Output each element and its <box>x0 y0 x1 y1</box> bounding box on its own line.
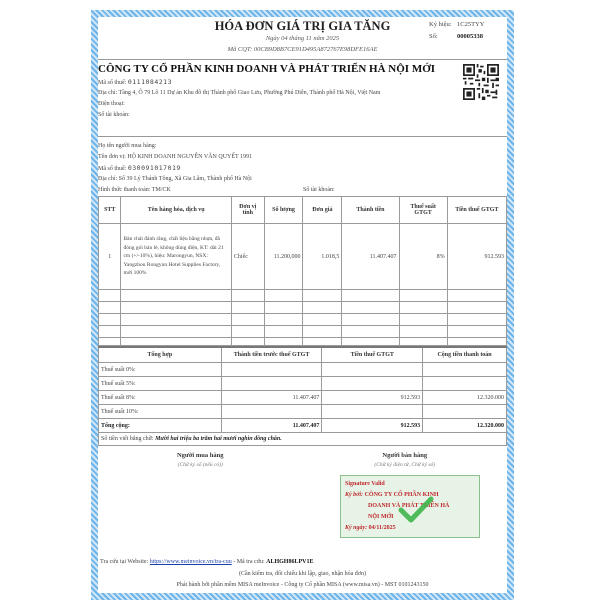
buyer-tax-value: 030091017019 <box>127 164 181 172</box>
item-price: 1.018,5 <box>303 224 342 290</box>
empty-row <box>99 314 507 326</box>
buyer-tax-label: Mã số thuế: <box>98 166 127 172</box>
buyer-signature-note: (Chữ ký số (nếu có)) <box>177 462 223 468</box>
invoice-title: HÓA ĐƠN GIÁ TRỊ GIA TĂNG <box>214 19 391 33</box>
col-unit: Đơn vị tính <box>231 197 264 224</box>
sign-date <box>345 523 475 534</box>
col-price: Đơn giá <box>303 197 342 224</box>
summary-before <box>221 363 322 377</box>
digital-signature-box <box>340 475 480 538</box>
item-name: Bàn chải đánh răng, chất liệu bằng nhựa, đã đóng gói bán lẻ, không dùng điện, KT: dài 21 cm (+/-10%), hiệu: Marongyun, NSX: Yangzhou Rongyun Hotel Supplies Factory, mới 100% <box>121 224 231 290</box>
buyer-tax-code <box>98 163 507 174</box>
empty-row <box>99 326 507 338</box>
col-amount: Thành tiền <box>342 197 399 224</box>
summary-table <box>98 346 507 433</box>
signature-status: Signature Valid <box>345 481 385 487</box>
summary-before <box>221 405 322 419</box>
buyer-signature <box>98 452 303 468</box>
buyer-unit: Tên đơn vị: HỘ KINH DOANH NGUYỄN VĂN QUYẾT 1991 <box>98 154 253 160</box>
summary-label: Thuế suất 8%: <box>99 391 222 405</box>
sum-col-before: Thành tiền trước thuế GTGT <box>221 347 322 363</box>
seller-signature <box>303 452 508 468</box>
signer-label: Ký bởi: <box>345 492 364 498</box>
seller-address: Địa chỉ: Tầng 4, Ô 79 Lô 11 Dự án Khu đô thị Thành phố Giao Lưu, Phường Phú Diễn, Thành phố Hà Nội, Việt Nam <box>98 90 381 96</box>
buyer-section <box>98 137 507 196</box>
invoice-date: Ngày 04 tháng 11 năm 2025 <box>265 35 340 42</box>
buyer-account: Số tài khoản: <box>303 187 335 193</box>
number-label: Số: <box>429 33 438 40</box>
lookup-prefix: Tra cứu tại Website: <box>100 559 149 565</box>
lookup-code: ALHGH86LPV1E <box>266 559 314 565</box>
payment-row <box>98 185 507 196</box>
payment-method: Hình thức thanh toán: TM/CK <box>98 187 171 193</box>
signatures <box>98 452 507 468</box>
signer-line2: DOANH VÀ PHÁT TRIỂN HÀ <box>368 503 450 509</box>
summary-total-row <box>99 419 507 433</box>
amount-in-words <box>98 433 507 446</box>
summary-total <box>423 377 507 391</box>
summary-label: Thuế suất 0%: <box>99 363 222 377</box>
sign-date-label: Ký ngày: <box>345 525 368 531</box>
items-header-row <box>99 197 507 224</box>
grand-total-before: 11.407.407 <box>221 419 322 433</box>
lookup-link[interactable]: https://www.meinvoice.vn/tra-cuu <box>149 559 232 565</box>
symbol-value: 1C25TYY <box>457 21 485 28</box>
item-amount: 11.407.407 <box>342 224 399 290</box>
summary-total <box>423 405 507 419</box>
summary-label: Thuế suất 10%: <box>99 405 222 419</box>
item-tax: 912.593 <box>447 224 506 290</box>
invoice-serial <box>429 21 499 45</box>
table-row <box>99 224 507 290</box>
seller-company-name: CÔNG TY CỔ PHẦN KINH DOANH VÀ PHÁT TRIỂN HÀ NỘI MỚI <box>98 63 436 75</box>
summary-row <box>99 363 507 377</box>
item-rate: 8% <box>399 224 447 290</box>
invoice-footer <box>98 559 507 593</box>
sign-date-value: 04/11/2025 <box>368 525 396 531</box>
invoice-document <box>98 17 507 468</box>
seller-tax-code <box>98 77 507 88</box>
summary-tax <box>322 405 423 419</box>
col-name: Tên hàng hóa, dịch vụ <box>121 197 231 224</box>
col-rate: Thuế suất GTGT <box>399 197 447 224</box>
grand-total-amount: 12.320.000 <box>423 419 507 433</box>
buyer-name: Họ tên người mua hàng: <box>98 143 157 149</box>
summary-total <box>423 363 507 377</box>
summary-before <box>221 377 322 391</box>
summary-header-row <box>99 347 507 363</box>
footer-publisher: Phát hành bởi phần mềm MISA meInvoice - Công ty Cổ phần MISA (www.misa.vn) - MST 0101243150 <box>176 582 429 588</box>
empty-row <box>99 290 507 302</box>
signer-line3: NỘI MỚI <box>368 514 394 520</box>
summary-tax <box>322 377 423 391</box>
summary-before: 11.407.407 <box>221 391 322 405</box>
seller-tax-value: 0111084213 <box>127 78 172 86</box>
summary-label: Thuế suất 5%: <box>99 377 222 391</box>
sum-col-label: Tổng hợp <box>99 347 222 363</box>
empty-row <box>99 338 507 346</box>
invoice-header <box>98 17 507 60</box>
items-table <box>98 196 507 346</box>
seller-section <box>98 60 507 137</box>
symbol-label: Ký hiệu: <box>429 21 452 28</box>
amount-words-label: Số tiền viết bằng chữ: <box>101 436 154 442</box>
seller-tax-label: Mã số thuế: <box>98 80 127 86</box>
item-unit: Chiếc <box>231 224 264 290</box>
seller-phone: Điện thoại: <box>98 101 125 107</box>
amount-words-value: Mười hai triệu ba trăm hai mươi nghìn đồng chẵn. <box>155 436 282 442</box>
lookup-line <box>98 559 507 571</box>
sum-col-total: Cộng tiền thanh toán <box>423 347 507 363</box>
invoice-number: 00005338 <box>457 33 483 40</box>
sum-col-tax: Tiền thuế GTGT <box>322 347 423 363</box>
col-tax: Tiền thuế GTGT <box>447 197 506 224</box>
footer-note: (Cần kiểm tra, đối chiếu khi lập, giao, nhận hóa đơn) <box>239 571 366 577</box>
grand-total-label: Tổng cộng: <box>99 419 222 433</box>
tax-authority-code: Mã CQT: 00CB9D8B7CE91D495A872767E98DFE16AE <box>227 46 378 53</box>
col-qty: Số lượng <box>264 197 303 224</box>
buyer-signature-title: Người mua hàng <box>176 452 224 459</box>
seller-signature-title: Người bán hàng <box>382 452 428 459</box>
summary-row <box>99 377 507 391</box>
signer-line1: CÔNG TY CỔ PHẦN KINH <box>364 492 439 498</box>
empty-row <box>99 302 507 314</box>
qr-code-icon <box>463 64 499 100</box>
summary-row <box>99 391 507 405</box>
col-stt: STT <box>99 197 121 224</box>
summary-row <box>99 405 507 419</box>
lookup-code-label: - Mã tra cứu: <box>233 559 265 565</box>
summary-tax <box>322 363 423 377</box>
summary-tax: 912.593 <box>322 391 423 405</box>
checkmark-icon <box>398 495 434 523</box>
grand-total-tax: 912.593 <box>322 419 423 433</box>
seller-account: Số tài khoản: <box>98 112 130 118</box>
summary-total: 12.320.000 <box>423 391 507 405</box>
item-qty: 11.200,000 <box>264 224 303 290</box>
item-stt: 1 <box>99 224 121 290</box>
seller-signature-note: (Chữ ký điện tử, Chữ ký số) <box>374 462 436 468</box>
buyer-address: Địa chỉ: Số 39 Lý Thánh Tông, Xã Gia Lâm, Thành phố Hà Nội <box>98 176 252 182</box>
